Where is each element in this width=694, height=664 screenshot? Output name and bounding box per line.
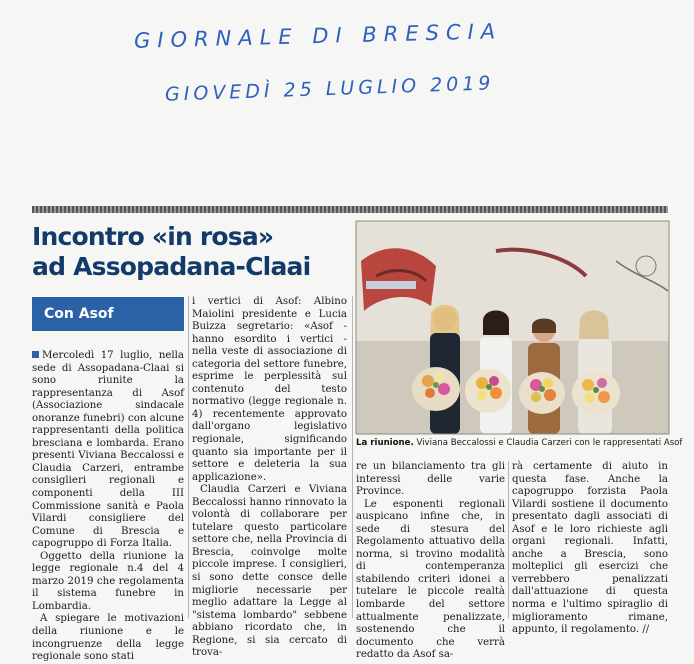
paragraph: i vertici di Asof: Albino Maiolini presidente e Lucia Buizza segretario: «Asof - hanno esordito i vertici - nella veste di associazione di categoria del settore funebre, esprime le perplessità sul contenuto del testo normativo (legge regionale n. 4) recentemente approvato dall'organo legislativo regionale, significando quanto sia importante per il settore e deleteria la sua applicazione». [192,296,347,483]
paragraph [32,350,184,551]
meeting-photo-image [356,221,669,434]
caption-label: La riunione. [356,438,414,448]
photo-caption [356,438,683,449]
section-top-rule [32,206,668,213]
paragraph: A spiegare le motivazioni della riunione e le incongruenze della legge regionale sono stati [32,613,184,663]
article-column-3 [356,461,505,661]
paragraph: Oggetto della riunione la legge regionale n.4 del 4 marzo 2019 che regolamenta il sistema funebre in Lombardia. [32,550,184,612]
article-photo [356,221,669,434]
caption-text: Viviana Beccalossi e Claudia Carzeri con le rappresentati Asof [416,438,683,448]
paragraph: rà certamente di aiuto in questa fase. Anche la capogruppo forzista Paola Vilardi sostiene il documento presentato dagli associati di Asof e le loro richieste agli organi regionali. Infatti, anche a Brescia, sono molteplici gli esercizi che verrebbero penalizzati dall'attuazione di questa norma e l'ultimo spiraglio di miglioramento rimane, appunto, il regolamento. // [512,461,668,636]
column-rule [352,296,353,618]
paragraph-text: Mercoledì 17 luglio, nella sede di Assopadana-Claai si sono riunite la rappresentanza di Asof (Associazione sindacale onoranze funebri) con alcune rappresentanti della politica bresciana e lombarda. Erano presenti Viviana Beccalossi e Claudia Carzeri, entrambe consiglieri regionali e componenti della III Commissione sanità e Paola Vilardi consigliere del Comune di Brescia e capogruppo di Forza Italia. [32,350,184,550]
headline-line-2: ad Assopadana-Claai [32,252,311,281]
paragraph: Claudia Carzeri e Viviana Beccalossi hanno rinnovato la volontà di collaborare per tutelare questo particolare settore che, nella Provincia di Brescia, coinvolge molte piccole imprese. I consiglieri, si sono dette consce delle migliorie necessarie per meglio adattare la Legge al "sistema lombardo" sebbene abbiano ricordato che, in Regione, si sia cercato di trova- [192,484,347,659]
paragraph: Le esponenti regionali auspicano infine che, in sede di stesura del Regolamento attuativo della norma, si trovino modalità di contemperanza stabilendo criteri idonei a tutelare le piccole realtà lombarde del settore attualmente penalizzate, sostenendo che il documento che verrà redatto da Asof sa- [356,498,505,661]
handwritten-date-note: GIOVEDÌ 25 LUGLIO 2019 [164,72,495,106]
headline-line-1: Incontro «in rosa» [32,222,274,251]
bullet-square-icon [32,351,39,358]
article-column-2 [192,296,347,659]
paragraph: re un bilanciamento tra gli interessi delle varie Province. [356,461,505,498]
article-column-4 [512,461,668,636]
article-headline [32,222,352,282]
column-rule [508,461,509,618]
column-rule [188,296,189,618]
article-column-1 [32,350,184,663]
handwritten-source-note: GIORNALE DI BRESCIA [133,19,503,53]
article-kicker: Con Asof [32,297,184,331]
